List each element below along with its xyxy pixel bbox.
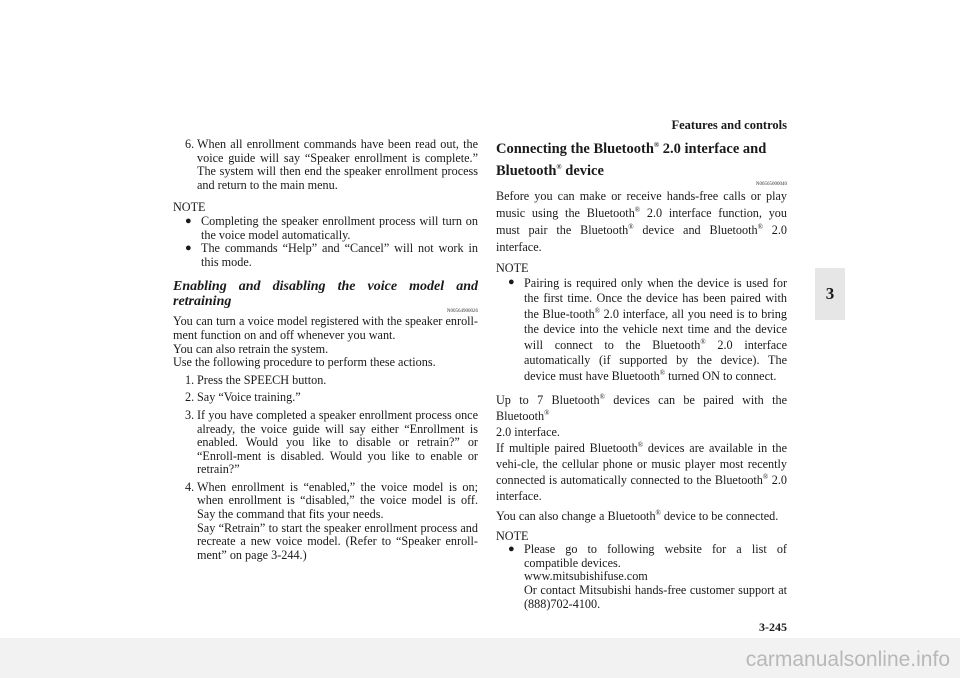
step-text: Press the SPEECH button.	[197, 372, 327, 387]
registered-mark: ®	[700, 337, 706, 346]
step-number: 6.	[185, 137, 195, 151]
text: 2.0 interface.	[496, 223, 787, 254]
note-bullet	[496, 543, 787, 611]
watermark-bar	[0, 638, 960, 678]
heading-text: Bluetooth	[496, 163, 557, 179]
step-4	[173, 481, 478, 563]
step-text	[197, 481, 478, 563]
text: If multiple paired Bluetooth	[496, 441, 638, 456]
note-bullet	[173, 215, 478, 242]
intro-paragraph	[496, 188, 787, 256]
bullet-text: The commands “Help” and “Cancel” will not work in this mode.	[201, 241, 478, 269]
text: Or contact Mitsubishi hands-free customer support at (888)702-4100.	[524, 583, 787, 611]
step-text-main: When enrollment is “enabled,” the voice model is on; when enrollment is “disabled,” the voice model is off. Say the command that fits your needs.	[197, 479, 478, 522]
section-heading	[496, 138, 787, 182]
step-number: 1.	[185, 372, 195, 387]
registered-mark: ®	[556, 163, 562, 172]
registered-mark: ®	[653, 141, 660, 150]
bullet-text: Completing the speaker enrollment process will turn on the voice model automatically.	[201, 213, 478, 242]
step-text: Say “Voice training.”	[197, 390, 301, 405]
note-bullet	[173, 242, 478, 269]
bullet-text	[524, 543, 787, 611]
text: turned ON to connect.	[665, 368, 777, 383]
right-column	[496, 138, 787, 611]
step-6	[173, 138, 478, 192]
step-number: 2.	[185, 390, 195, 405]
paragraph: You can also retrain the system.	[173, 341, 329, 356]
step-number: 4.	[185, 479, 195, 494]
registered-mark: ®	[659, 368, 666, 377]
step-3	[173, 409, 478, 477]
registered-mark: ®	[757, 222, 763, 231]
heading-text: device	[561, 163, 604, 179]
note-bullet	[496, 276, 787, 385]
registered-mark: ®	[655, 509, 661, 518]
text: device and Bluetooth	[633, 223, 758, 237]
note-label: NOTE	[173, 200, 206, 215]
text: devices can be paired with the Bluetooth	[496, 393, 787, 424]
registered-mark: ®	[628, 222, 634, 231]
heading-text: Connecting the Bluetooth	[496, 141, 654, 157]
step-text-extra: Say “Retrain” to start the speaker enrollment process and recreate a new voice model. (Refer to “Speaker enroll-ment” on page 3-244.)	[197, 520, 478, 562]
note-label: NOTE	[496, 528, 529, 543]
chapter-number: 3	[825, 284, 835, 303]
step-text: If you have completed a speaker enrollment process once already, the voice guide will say either “Enrollment is enabled. Would you like to disable or retrain?” or “Enroll-ment is disabled. Would you like to enable or retrain?”	[197, 407, 478, 477]
bullet-text	[524, 276, 787, 385]
bullet-icon: ●	[508, 275, 515, 288]
text: 2.0 interface.	[496, 473, 788, 504]
text: device to be connected.	[660, 509, 779, 524]
watermark-text: carmanualsonline.info	[745, 648, 950, 671]
registered-mark: ®	[762, 473, 769, 482]
registered-mark: ®	[634, 205, 641, 214]
paragraph: You can turn a voice model registered with the speaker enroll-ment function on and off whenever you want.	[173, 314, 478, 342]
text: 2.0 interface, all you need is to bring the device into the vehicle next time and the device will connect to the Bluetooth	[524, 306, 787, 352]
chapter-tab	[815, 268, 845, 320]
section-heading: Enabling and disabling the voice model and retraining	[173, 279, 478, 310]
text: 2.0 interface automatically (if supported by the device). The device must have Bluetooth	[524, 337, 788, 383]
bullet-icon: ●	[185, 242, 192, 255]
text: Pairing is required only when the device is used for the first time. Once the device has been paired with the Blue-tooth	[524, 275, 787, 321]
text: 2.0 interface function, you must pair the Bluetooth	[496, 206, 787, 237]
text: Before you can make or receive hands-free calls or play music using the Bluetooth	[496, 189, 787, 220]
heading-text: 2.0 interface and	[659, 141, 767, 157]
registered-mark: ®	[637, 441, 644, 450]
paragraph	[496, 510, 787, 524]
paragraph	[496, 440, 787, 504]
step-number: 3.	[185, 407, 195, 422]
text: devices are available in the vehi-cle, the cellular phone or music player most recently connected is automatically connected to the Bluetooth	[496, 441, 787, 488]
step-1	[173, 374, 478, 388]
step-2	[173, 391, 478, 405]
step-text: When all enrollment commands have been read out, the voice guide will say “Speaker enrollment is complete.” The system will then end the speaker enrollment process and return to the main menu.	[197, 137, 478, 192]
text: You can also change a Bluetooth	[496, 509, 656, 524]
bullet-icon: ●	[185, 214, 192, 227]
registered-mark: ®	[599, 393, 605, 402]
text: Please go to following website for a list of compatible devices.	[524, 542, 787, 570]
page-number: 3-245	[759, 620, 787, 634]
website-url: www.mitsubishifuse.com	[524, 569, 648, 584]
running-header: Features and controls	[671, 118, 787, 132]
bullet-icon: ●	[508, 543, 515, 556]
registered-mark: ®	[544, 409, 550, 418]
paragraph: Use the following procedure to perform these actions.	[173, 355, 436, 370]
text: Up to 7 Bluetooth	[496, 393, 600, 408]
registered-mark: ®	[594, 306, 601, 315]
note-label: NOTE	[496, 261, 529, 275]
section-code: N00564900026	[446, 309, 478, 315]
paragraph	[496, 392, 787, 440]
section-code: N00565000040	[755, 182, 787, 187]
left-column	[173, 138, 478, 562]
text: 2.0 interface.	[496, 425, 560, 440]
